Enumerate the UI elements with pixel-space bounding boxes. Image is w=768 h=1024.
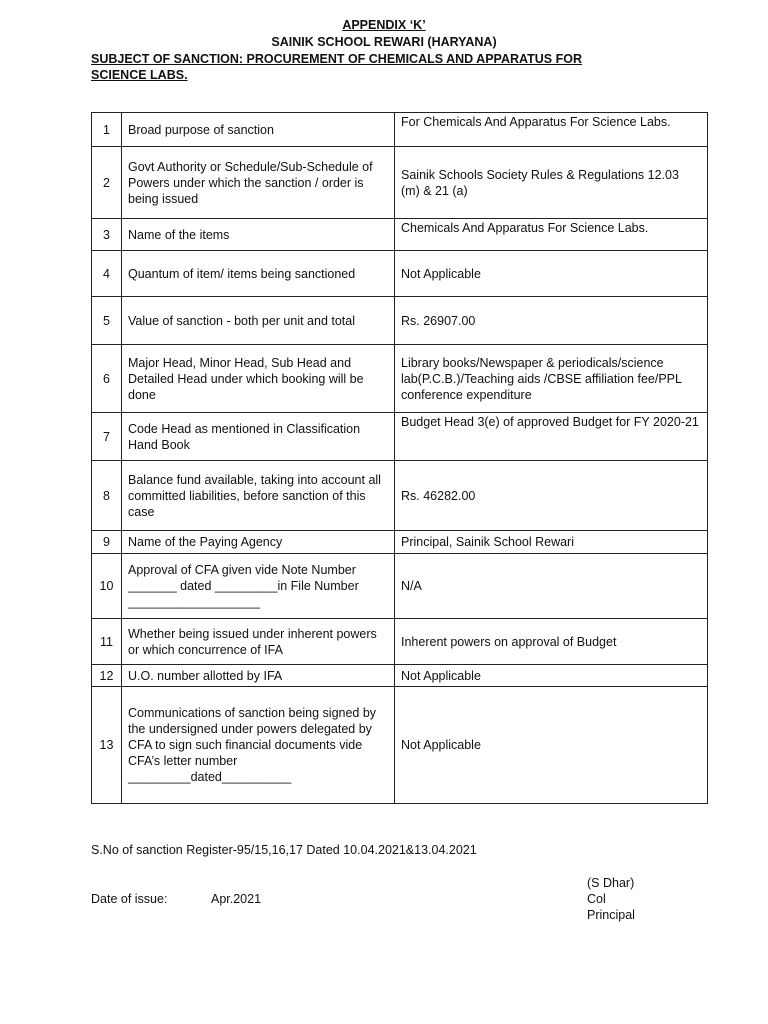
row-number: 13	[92, 687, 122, 804]
table-row	[92, 687, 708, 804]
row-number: 12	[92, 665, 122, 687]
row-item: Name of the Paying Agency	[122, 531, 395, 554]
table-row	[92, 413, 708, 461]
table-row	[92, 665, 708, 687]
subject-line-1: SUBJECT OF SANCTION: PROCUREMENT OF CHEMICALS AND APPARATUS FOR	[91, 52, 582, 66]
row-value: Not Applicable	[395, 665, 708, 687]
row-value: Principal, Sainik School Rewari	[395, 531, 708, 554]
row-value: Inherent powers on approval of Budget	[395, 619, 708, 665]
row-value: N/A	[395, 554, 708, 619]
row-number: 8	[92, 461, 122, 531]
table-row	[92, 619, 708, 665]
row-item: Code Head as mentioned in Classification Hand Book	[122, 413, 395, 461]
table-row	[92, 531, 708, 554]
signatory-designation: Principal	[587, 908, 635, 922]
row-number: 11	[92, 619, 122, 665]
row-value: Library books/Newspaper & periodicals/science lab(P.C.B.)/Teaching aids /CBSE affiliation fee/PPL conference expenditure	[395, 345, 708, 413]
date-of-issue-value: Apr.2021	[211, 892, 262, 906]
row-number: 3	[92, 219, 122, 251]
row-number: 10	[92, 554, 122, 619]
row-number: 1	[92, 113, 122, 147]
row-value: Rs. 26907.00	[395, 297, 708, 345]
signatory-rank: Col	[587, 892, 606, 906]
row-item: Approval of CFA given vide Note Number _______ dated _________in File Number ___________________	[122, 554, 395, 619]
row-item: Balance fund available, taking into account all committed liabilities, before sanction of this case	[122, 461, 395, 531]
row-item: Name of the items	[122, 219, 395, 251]
row-value: For Chemicals And Apparatus For Science Labs.	[395, 113, 708, 147]
table-row	[92, 147, 708, 219]
subject-line-2: SCIENCE LABS.	[91, 68, 188, 82]
row-item: Communications of sanction being signed by the undersigned under powers delegated by CFA to sign such financial documents vide CFA’s letter number _________dated__________	[122, 687, 395, 804]
row-number: 6	[92, 345, 122, 413]
table-row	[92, 251, 708, 297]
row-item: Quantum of item/ items being sanctioned	[122, 251, 395, 297]
row-item: Broad purpose of sanction	[122, 113, 395, 147]
row-number: 9	[92, 531, 122, 554]
date-of-issue-label: Date of issue:	[91, 892, 168, 906]
row-value: Not Applicable	[395, 251, 708, 297]
row-value: Rs. 46282.00	[395, 461, 708, 531]
table-row	[92, 554, 708, 619]
table-row	[92, 113, 708, 147]
row-item: U.O. number allotted by IFA	[122, 665, 395, 687]
row-value: Budget Head 3(e) of approved Budget for FY 2020-21	[395, 413, 708, 461]
row-number: 7	[92, 413, 122, 461]
row-item: Govt Authority or Schedule/Sub-Schedule of Powers under which the sanction / order is being issued	[122, 147, 395, 219]
table-row	[92, 345, 708, 413]
row-number: 4	[92, 251, 122, 297]
row-item: Value of sanction - both per unit and total	[122, 297, 395, 345]
row-value: Chemicals And Apparatus For Science Labs.	[395, 219, 708, 251]
row-number: 5	[92, 297, 122, 345]
school-name: SAINIK SCHOOL REWARI (HARYANA)	[271, 35, 497, 49]
table-row	[92, 461, 708, 531]
row-item: Whether being issued under inherent powers or which concurrence of IFA	[122, 619, 395, 665]
sanction-register-note: S.No of sanction Register-95/15,16,17 Dated 10.04.2021&13.04.2021	[91, 843, 477, 857]
table-row	[92, 219, 708, 251]
appendix-title: APPENDIX ‘K’	[342, 18, 426, 32]
row-item: Major Head, Minor Head, Sub Head and Detailed Head under which booking will be done	[122, 345, 395, 413]
table-row	[92, 297, 708, 345]
row-number: 2	[92, 147, 122, 219]
sanction-table	[91, 112, 708, 804]
signatory-name: (S Dhar)	[587, 876, 635, 890]
row-value: Not Applicable	[395, 687, 708, 804]
row-value: Sainik Schools Society Rules & Regulations 12.03 (m) & 21 (a)	[395, 147, 708, 219]
